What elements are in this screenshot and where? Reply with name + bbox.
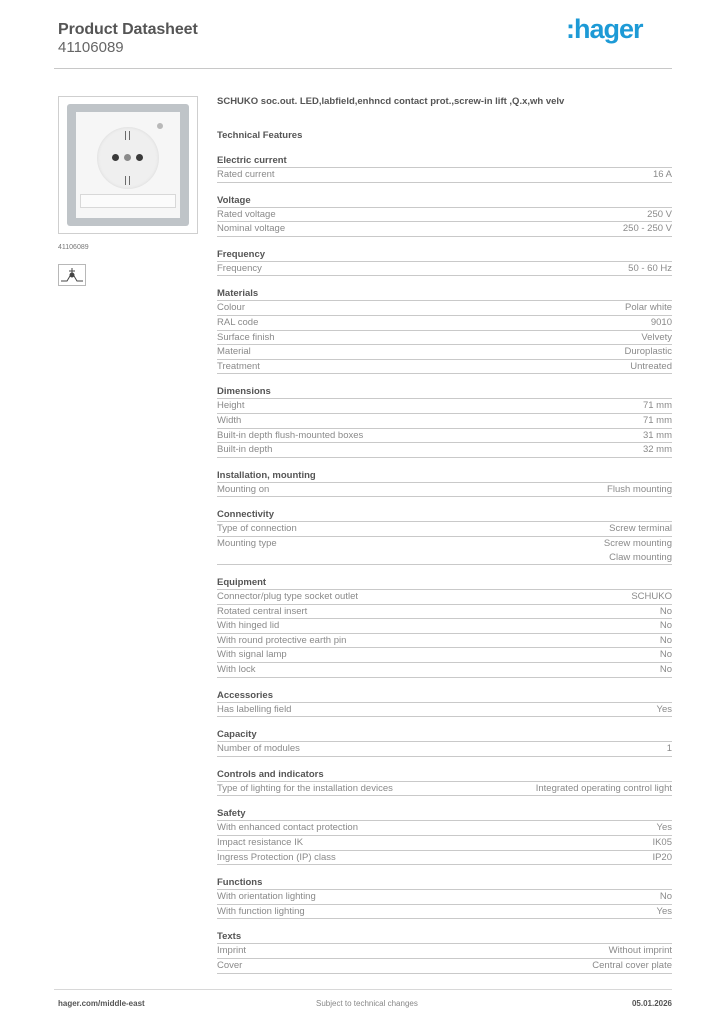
spec-value [609, 522, 672, 536]
spec-label: Colour [217, 302, 245, 314]
spec-label: With enhanced contact protection [217, 822, 359, 834]
spec-value [630, 360, 672, 374]
spec-label: Connector/plug type socket outlet [217, 591, 359, 603]
spec-row [217, 208, 672, 223]
section-title: Functions [217, 876, 672, 890]
spec-value [623, 222, 672, 236]
footer-date: 05.01.2026 [631, 999, 672, 1008]
spec-value-line: Duroplastic [624, 346, 672, 358]
spec-value [653, 168, 672, 182]
spec-value [536, 782, 672, 796]
spec-value-line: Yes [656, 703, 672, 715]
spec-value [647, 208, 672, 222]
spec-row [217, 619, 672, 634]
spec-section [217, 768, 672, 797]
spec-row [217, 443, 672, 458]
spec-value-line: 50 - 60 Hz [628, 262, 672, 274]
spec-label: Rated current [217, 169, 275, 180]
spec-value-line: Flush mounting [607, 483, 672, 495]
product-description: SCHUKO soc.out. LED,labfield,enhncd contact prot.,screw-in lift ,Q.x,wh velv [217, 96, 565, 107]
spec-value [609, 944, 672, 958]
spec-value-line: No [659, 664, 672, 676]
spec-value [660, 619, 672, 633]
spec-row [217, 301, 672, 316]
labelling-field [80, 194, 176, 208]
earth-clip-bottom [125, 176, 130, 185]
spec-label: Nominal voltage [217, 223, 286, 235]
spec-label: Width [217, 414, 242, 426]
page-title: Product Datasheet [58, 21, 198, 38]
spec-value-line: Without imprint [608, 945, 672, 957]
section-title: Controls and indicators [217, 768, 672, 782]
spec-row [217, 836, 672, 851]
spec-section [217, 807, 672, 865]
section-title: Capacity [217, 728, 672, 742]
spec-section [217, 248, 672, 277]
spec-row [217, 663, 672, 678]
header-divider [54, 68, 672, 69]
technical-features-title: Technical Features [217, 130, 303, 141]
spec-value-line: 31 mm [642, 429, 672, 441]
spec-section [217, 576, 672, 678]
spec-label: With signal lamp [217, 649, 287, 661]
spec-row [217, 399, 672, 414]
spec-value-line: Polar white [625, 302, 672, 314]
spec-row [217, 742, 672, 757]
spec-label: Number of modules [217, 743, 300, 755]
spec-value [592, 959, 672, 973]
section-title: Materials [217, 287, 672, 301]
spec-section [217, 194, 672, 237]
section-title: Electric current [217, 154, 672, 168]
spec-label: Material [217, 346, 251, 358]
spec-label: Type of connection [217, 523, 297, 535]
spec-row [217, 360, 672, 375]
spec-value [643, 414, 672, 428]
pin-hole-left [112, 154, 119, 161]
spec-row [217, 634, 672, 649]
spec-value-line: No [659, 891, 672, 903]
spec-row [217, 605, 672, 620]
spec-label: Built-in depth [217, 444, 273, 456]
spec-row [217, 851, 672, 866]
spec-value-line: 71 mm [642, 414, 672, 426]
schuko-socket [97, 127, 159, 189]
section-title: Dimensions [217, 385, 672, 399]
spec-row [217, 782, 672, 797]
spec-value-line: No [659, 649, 672, 661]
spec-row [217, 537, 672, 565]
spec-value-line: 250 - 250 V [622, 223, 672, 235]
spec-row [217, 262, 672, 277]
spec-row [217, 890, 672, 905]
spec-row [217, 522, 672, 537]
spec-label: With round protective earth pin [217, 634, 347, 646]
section-title: Connectivity [217, 508, 672, 522]
spec-value-line: Claw mounting [609, 551, 672, 563]
footer-divider [54, 989, 672, 990]
spec-row [217, 483, 672, 498]
spec-value-line: IP20 [652, 851, 672, 863]
spec-value [667, 742, 672, 756]
spec-label: Height [217, 400, 245, 412]
spec-value [652, 836, 672, 850]
spec-value-line: Central cover plate [592, 960, 672, 971]
spec-row [217, 648, 672, 663]
spec-label: Frequency [217, 262, 262, 274]
spec-value-line: 71 mm [642, 400, 672, 412]
spec-label: Type of lighting for the installation devices [217, 782, 393, 794]
spec-value [652, 851, 672, 865]
section-title: Texts [217, 930, 672, 944]
spec-value-line: 1 [666, 743, 672, 755]
spec-label: Surface finish [217, 331, 275, 343]
spec-label: With orientation lighting [217, 891, 316, 903]
spec-value [660, 648, 672, 662]
spec-label: Rated voltage [217, 208, 276, 220]
spec-value-line: 9010 [650, 316, 672, 328]
section-title: Accessories [217, 689, 672, 703]
spec-value-line: 32 mm [642, 444, 672, 456]
spec-row [217, 168, 672, 183]
spec-value [607, 483, 672, 497]
spec-label: With lock [217, 664, 256, 676]
spec-row [217, 345, 672, 360]
spec-value [625, 301, 672, 315]
spec-row [217, 222, 672, 237]
spec-value-line: Yes [656, 905, 672, 917]
product-image [58, 96, 198, 234]
spec-value [641, 331, 672, 345]
spec-section [217, 689, 672, 718]
spec-value-line: No [659, 620, 672, 632]
spec-value-line: 16 A [652, 169, 672, 180]
footer-website: hager.com/middle-east [58, 999, 145, 1008]
spec-value-line: Integrated operating control light [535, 782, 672, 794]
spec-value [643, 429, 672, 443]
spec-label: With hinged lid [217, 620, 280, 632]
spec-sections [217, 154, 672, 974]
spec-label: Mounting on [217, 483, 270, 495]
spec-row [217, 429, 672, 444]
product-number: 41106089 [58, 39, 124, 56]
spec-row [217, 944, 672, 959]
spec-section [217, 930, 672, 973]
spec-value [631, 590, 672, 604]
image-caption: 41106089 [58, 244, 89, 251]
section-title: Frequency [217, 248, 672, 262]
footer-notice: Subject to technical changes [316, 999, 418, 1008]
spec-section [217, 385, 672, 457]
spec-section [217, 154, 672, 183]
spec-value-line: SCHUKO [631, 591, 672, 603]
spec-label: Ingress Protection (IP) class [217, 851, 336, 863]
spec-value [660, 605, 672, 619]
spec-row [217, 590, 672, 605]
section-title: Installation, mounting [217, 469, 672, 483]
section-title: Safety [217, 807, 672, 821]
spec-row [217, 821, 672, 836]
earth-clip-top [125, 131, 130, 140]
spec-value [651, 316, 672, 330]
section-title: Voltage [217, 194, 672, 208]
spec-value [660, 634, 672, 648]
spec-label: With function lighting [217, 905, 305, 917]
center-screw [124, 154, 131, 161]
spec-row [217, 905, 672, 920]
spec-value [604, 537, 672, 564]
spec-value-line: Yes [656, 822, 672, 834]
section-title: Equipment [217, 576, 672, 590]
flush-mounting-icon [58, 264, 86, 286]
spec-value [643, 399, 672, 413]
spec-value-line: IK05 [652, 837, 672, 849]
spec-label: Treatment [217, 360, 260, 372]
spec-value-line: 250 V [647, 208, 672, 220]
spec-content [217, 95, 672, 974]
socket-plate [76, 112, 180, 218]
spec-row [217, 703, 672, 718]
pin-hole-right [136, 154, 143, 161]
spec-label: Mounting type [217, 537, 277, 549]
spec-row [217, 331, 672, 346]
spec-value [660, 663, 672, 677]
spec-label: Rotated central insert [217, 605, 308, 617]
spec-label: Cover [217, 960, 243, 971]
spec-label: Imprint [217, 945, 247, 957]
spec-row [217, 959, 672, 974]
spec-value [660, 890, 672, 904]
spec-row [217, 414, 672, 429]
spec-section [217, 728, 672, 757]
spec-value-line: No [659, 605, 672, 617]
spec-value-line: Screw terminal [609, 523, 672, 535]
led-indicator [157, 123, 163, 129]
spec-value-line: Screw mounting [603, 537, 672, 549]
spec-value [624, 345, 672, 359]
spec-value [657, 703, 673, 717]
spec-label: Has labelling field [217, 703, 292, 715]
spec-section [217, 469, 672, 498]
spec-value-line: No [659, 634, 672, 646]
spec-value [628, 262, 672, 276]
spec-row [217, 316, 672, 331]
spec-value [657, 905, 673, 919]
spec-value-line: Untreated [630, 360, 672, 372]
spec-label: RAL code [217, 316, 259, 328]
spec-value [643, 443, 672, 457]
spec-value-line: Velvety [641, 331, 672, 343]
spec-section [217, 287, 672, 374]
socket-frame [67, 104, 189, 226]
spec-label: Impact resistance IK [217, 837, 304, 849]
hager-logo: :hager [566, 14, 643, 44]
spec-section [217, 876, 672, 919]
spec-value [657, 821, 673, 835]
spec-section [217, 508, 672, 565]
spec-label: Built-in depth flush-mounted boxes [217, 429, 364, 441]
